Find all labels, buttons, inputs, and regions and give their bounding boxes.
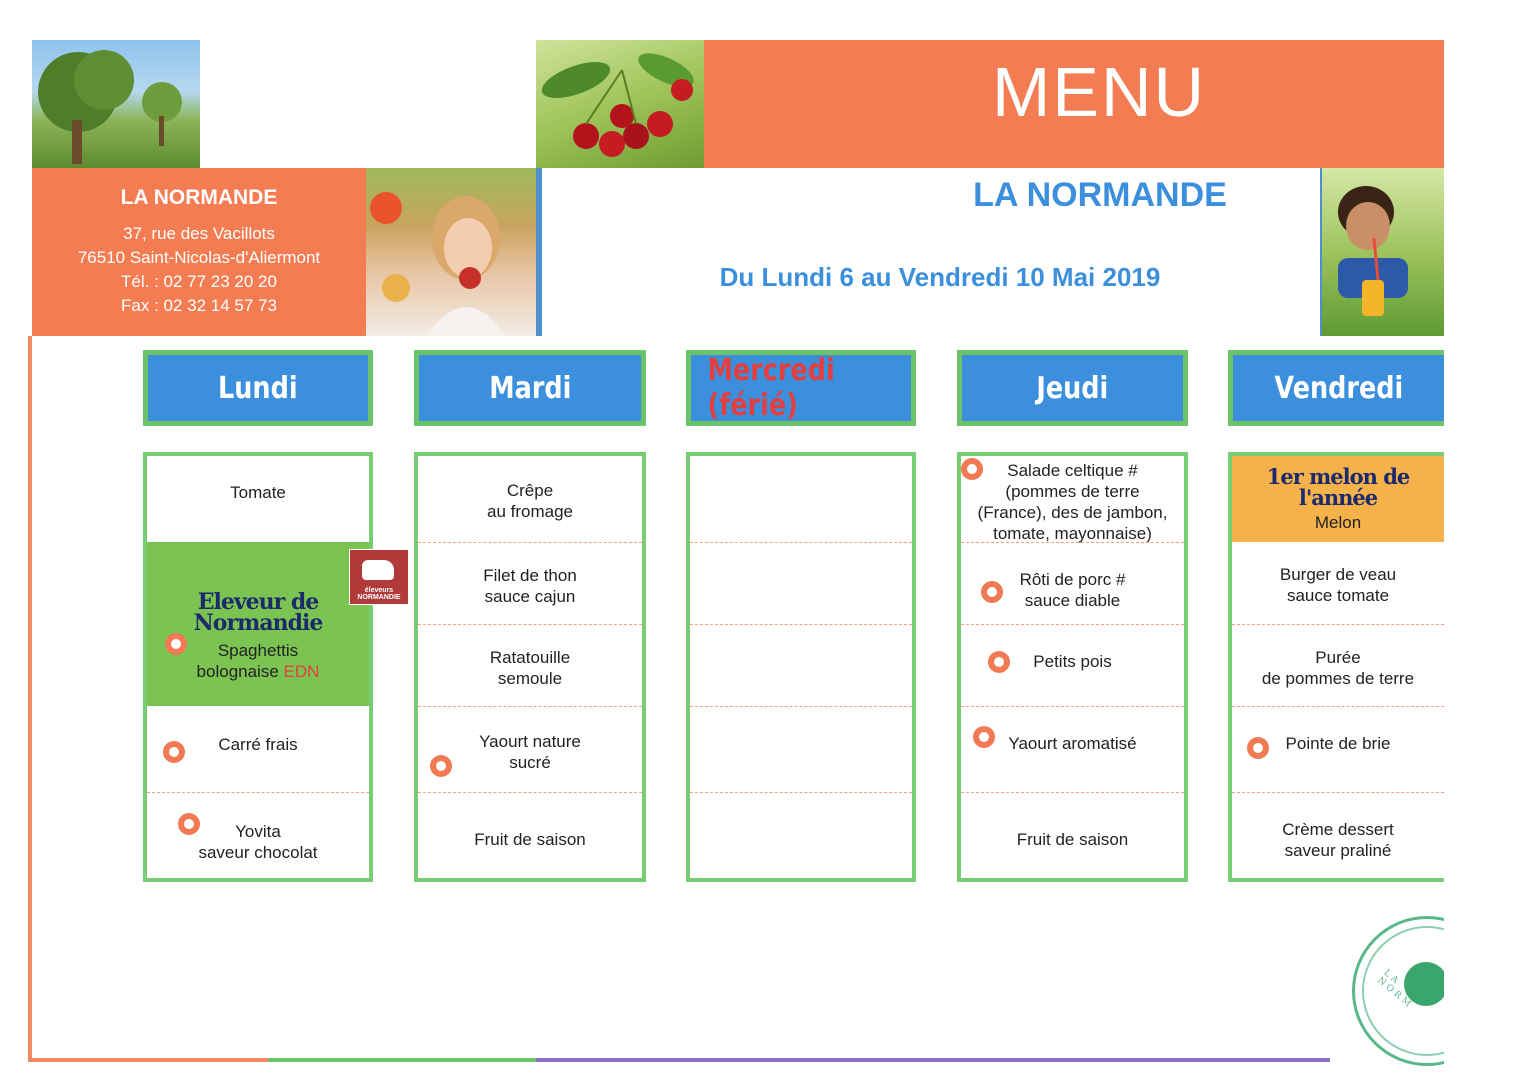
menu-item: Fruit de saison: [418, 792, 642, 882]
day-header-mardi: Mardi: [414, 350, 646, 426]
france-flower-icon: [165, 633, 187, 655]
frame-bottom-line-orange: [28, 1058, 268, 1062]
address-city: 76510 Saint-Nicolas-d'Aliermont: [77, 248, 321, 267]
france-flower-icon: [178, 813, 200, 835]
france-flower-icon: [430, 755, 452, 777]
menu-item: Crêpe au fromage: [487, 481, 573, 521]
menu-item: Crème dessert saveur praliné: [1232, 792, 1444, 882]
cherries-photo: [536, 40, 704, 168]
day-column-mardi: [414, 452, 646, 882]
day-header-jeudi: Jeudi: [957, 350, 1188, 426]
menu-item: Ratatouille semoule: [418, 624, 642, 706]
cow-icon: [362, 560, 394, 580]
menu-item: Yaourt aromatisé: [961, 706, 1184, 792]
menu-item: Salade celtique # (pommes de terre (France), des de jambon, tomate, mayonnaise): [977, 461, 1168, 543]
menu-item: Burger de veau sauce tomate: [1279, 565, 1397, 605]
menu-item: Rôti de porc # sauce diable: [961, 542, 1184, 624]
address-tel: Tél. : 02 77 23 20 20: [121, 272, 277, 291]
day-header-mercredi: Mercredi (férié): [686, 350, 916, 426]
day-column-vendredi: [1228, 452, 1444, 882]
day-column-mercredi: [686, 452, 916, 882]
menu-item: Purée de pommes de terre: [1232, 624, 1444, 706]
empty-slot: [690, 706, 912, 793]
address-street: 37, rue des Vacillots: [123, 224, 275, 243]
menu-item: Pointe de brie: [1232, 706, 1444, 792]
empty-slot: [690, 792, 912, 882]
day-header-vendredi: Vendredi: [1228, 350, 1444, 426]
frame-bottom-line-green: [268, 1058, 536, 1062]
eleveurs-normandie-logo: éleveurs NORMANDIE: [349, 549, 409, 605]
header-divider-left: [536, 168, 542, 336]
logo-text: LA NORM: [1375, 968, 1415, 1012]
melon-badge: 1er melon de l'année: [1266, 463, 1410, 510]
menu-item-featured: [1232, 456, 1444, 542]
frame-bottom-line-purple: [536, 1058, 1330, 1062]
menu-item: Yaourt nature sucré: [418, 706, 642, 792]
menu-item: Yovita saveur chocolat: [147, 792, 369, 882]
day-column-lundi: [143, 452, 373, 882]
tree-photo: [32, 40, 200, 168]
menu-item-text: Melon: [1314, 512, 1362, 532]
girl-photo: [366, 168, 536, 336]
france-flower-icon: [1247, 737, 1269, 759]
menu-item: Carré frais: [218, 735, 298, 754]
empty-slot: [690, 542, 912, 625]
empty-slot: [690, 624, 912, 707]
menu-item: Fruit de saison: [961, 792, 1184, 882]
frame-left-line: [28, 336, 32, 1062]
menu-item-text: Spaghettis bolognaise EDN: [196, 641, 320, 681]
boy-photo: [1322, 168, 1444, 336]
address-name: LA NORMANDE: [120, 186, 278, 209]
brand-title: LA NORMANDE: [973, 176, 1227, 214]
day-header-lundi: Lundi: [143, 350, 373, 426]
edn-label: EDN: [283, 662, 320, 681]
date-range: Du Lundi 6 au Vendredi 10 Mai 2019: [719, 262, 1161, 292]
france-flower-icon: [163, 741, 185, 763]
france-flower-icon: [973, 726, 995, 748]
menu-item: Filet de thon sauce cajun: [418, 542, 642, 624]
france-flower-icon: [981, 581, 1003, 603]
france-flower-icon: [961, 458, 983, 480]
menu-item: Tomate: [230, 483, 286, 502]
address-fax: Fax : 02 32 14 57 73: [121, 296, 277, 315]
page-right-margin: [1444, 900, 1536, 1086]
address-panel: [32, 168, 366, 336]
menu-title: MENU: [991, 53, 1207, 131]
france-flower-icon: [988, 651, 1010, 673]
menu-item: Petits pois: [961, 624, 1184, 706]
eleveur-badge: Eleveur de Normandie: [193, 589, 323, 636]
menu-item-featured: [147, 542, 369, 706]
